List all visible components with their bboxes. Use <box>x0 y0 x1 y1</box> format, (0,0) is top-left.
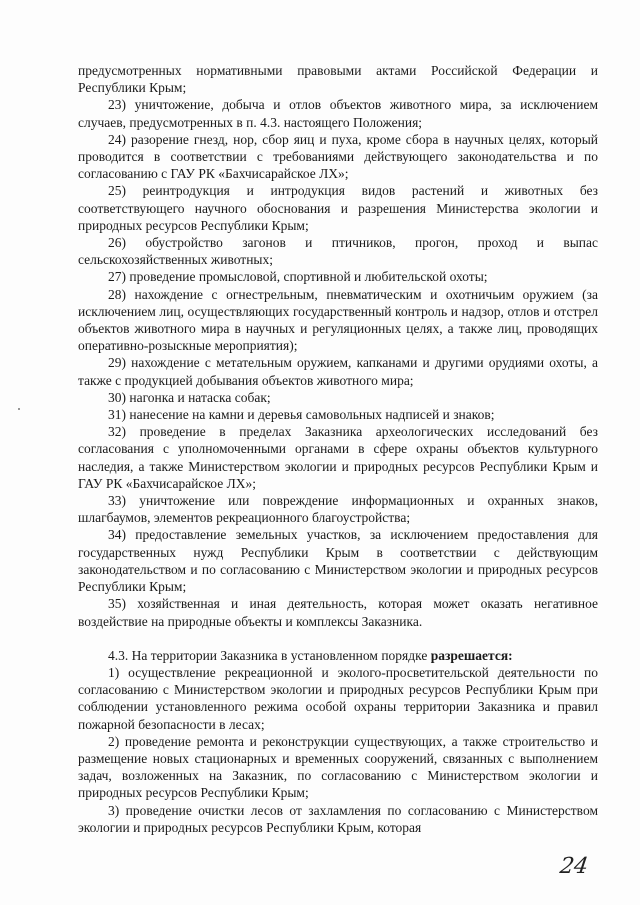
prohibited-item-30: 30) нагонка и натаска собак; <box>108 389 271 405</box>
prohibited-item-32: 32) проведение в пределах Заказника археологических исследований без согласования с уполномоченными органами в сфере охраны объектов культурного наследия, а также Министерством экологии и природных ресурсов Республики Крым и ГАУ РК «Бахчисарайское ЛХ»; <box>78 424 598 491</box>
prohibited-item-24: 24) разорение гнезд, нор, сбор яиц и пуха, кроме сбора в научных целях, который проводится в соответствии с требованиями действующего законодательства и по согласованию с ГАУ РК «Бахчисарайское ЛХ»; <box>78 131 598 182</box>
paragraph-continuation: предусмотренных нормативными правовыми актами Российской Федерации и Республики Крым; <box>78 63 598 96</box>
prohibited-item-26: 26) обустройство загонов и птичников, прогон, проход и выпас сельскохозяйственных животных; <box>78 235 598 268</box>
section-4-3-intro: 4.3. На территории Заказника в установленном порядке <box>108 647 431 663</box>
section-gap <box>78 630 598 647</box>
section-4-3-heading <box>78 647 598 664</box>
prohibited-item-31: 31) нанесение на камни и деревья самовольных надписей и знаков; <box>108 407 495 423</box>
scan-speck <box>18 408 20 410</box>
document-body <box>78 62 598 836</box>
handwritten-page-number: 24 <box>558 854 590 879</box>
section-4-3-keyword: разрешается: <box>430 647 513 663</box>
prohibited-item-33: 33) уничтожение или повреждение информационных и охранных знаков, шлагбаумов, элементов рекреационного благоустройства; <box>78 493 598 526</box>
allowed-item-1: 1) осуществление рекреационной и эколого-просветительской деятельности по согласованию с Министерством экологии и природных ресурсов Республики Крым при соблюдении установленного режима особой охраны территории Заказника и правил пожарной безопасности в лесах; <box>78 664 598 732</box>
prohibited-item-35: 35) хозяйственная и иная деятельность, которая может оказать негативное воздействие на природные объекты и комплексы Заказника. <box>78 596 598 629</box>
prohibited-item-23: 23) уничтожение, добыча и отлов объектов животного мира, за исключением случаев, предусмотренных в п. 4.3. настоящего Положения; <box>78 97 598 130</box>
allowed-item-3: 3) проведение очистки лесов от захламления по согласованию с Министерством экологии и природных ресурсов Республики Крым, которая <box>78 802 598 835</box>
prohibited-item-25: 25) реинтродукция и интродукция видов растений и животных без соответствующего научного обоснования и разрешения Министерства экологии и природных ресурсов Республики Крым; <box>78 183 598 233</box>
prohibited-item-28: 28) нахождение с огнестрельным, пневматическим и охотничьим оружием (за исключением лиц, осуществляющих государственный контроль и надзор, отлов и отстрел объектов животного мира в научных и регуляционных целях, а также лиц, проводящих оперативно-розыскные мероприятия); <box>78 286 598 354</box>
prohibited-item-27: 27) проведение промысловой, спортивной и любительской охоты; <box>108 269 488 285</box>
prohibited-item-34: 34) предоставление земельных участков, за исключением предоставления для государственных нужд Республики Крым в соответствии с действующим законодательством и по согласованию с Министерством экологии и природных ресурсов Республики Крым; <box>78 527 598 595</box>
prohibited-item-29: 29) нахождение с метательным оружием, капканами и другими орудиями охоты, а также с продукцией добывания объектов животного мира; <box>78 355 598 388</box>
allowed-item-2: 2) проведение ремонта и реконструкции существующих, а также строительство и размещение новых стационарных и временных сооружений, связанных с выполнением задач, возложенных на Заказник, по согласованию с Министерством экологии и природных ресурсов Республики Крым; <box>78 733 598 801</box>
